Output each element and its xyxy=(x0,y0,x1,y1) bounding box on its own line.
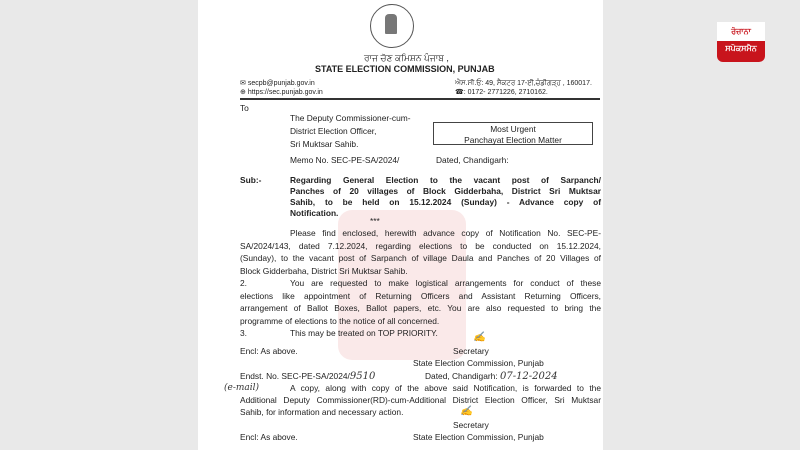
divider xyxy=(240,98,600,100)
para2-line: You are requested to make logistical arrangements for conduct of these xyxy=(290,278,601,288)
para2-number: 2. xyxy=(240,278,247,288)
emblem-icon xyxy=(370,4,414,48)
logo-line-2: ਸਪੋਕਸਮੈਨ xyxy=(725,44,757,53)
endst-handwritten: 9510 xyxy=(349,371,376,382)
addressee-line: The Deputy Commissioner-cum- xyxy=(290,113,411,123)
para1-line: Please find enclosed, herewith advance copy of Notification No. SEC-PE- xyxy=(290,228,601,238)
endst-no-text: Endst. No. SEC-PE-SA/2024/ xyxy=(240,371,350,381)
memo-no: Memo No. SEC-PE-SA/2024/ xyxy=(290,155,400,165)
endst-no xyxy=(240,371,375,382)
encl: Encl: As above. xyxy=(240,432,298,442)
email-icon: ✉ xyxy=(240,80,248,87)
addressee-line: Sri Muktsar Sahib. xyxy=(290,139,359,149)
copy-line: Sahib, for information and necessary action. xyxy=(240,407,404,417)
phone xyxy=(455,88,548,98)
memo-dated: Dated, Chandigarh: xyxy=(436,155,509,165)
email-text: secpb@punjab.gov.in xyxy=(247,80,315,87)
para1-line: SA/2024/143, dated 7.12.2024, regarding elections to be conducted on 15.12.2024, xyxy=(240,240,601,251)
signature: ✍ xyxy=(473,332,486,343)
separator: *** xyxy=(370,216,380,226)
secretary: Secretary xyxy=(453,346,489,356)
para3-number: 3. xyxy=(240,328,247,338)
endst-dated-text: Dated, Chandigarh: xyxy=(425,371,498,381)
urgent-line: Most Urgent xyxy=(490,124,536,134)
urgent-line: Panchayat Election Matter xyxy=(464,134,562,145)
commission: State Election Commission, Punjab xyxy=(413,358,544,368)
globe-icon: ⊕ xyxy=(240,89,248,96)
sub-label: Sub:- xyxy=(240,175,262,185)
endst-dated xyxy=(425,371,558,382)
para2-line: elections like appointment of Returning Officers and Assistant Returning Officers, xyxy=(240,290,601,301)
to-label: To xyxy=(240,103,249,113)
para2-line: arrangement of Ballot Boxes, Ballot papers, etc. You are also requested to bring the xyxy=(240,303,601,313)
urgent-box xyxy=(433,122,593,145)
para3-text: This may be treated on TOP PRIORITY. xyxy=(290,328,438,338)
title-punjabi: ਰਾਜ ਚੋਣ ਕਮਿਸ਼ਨ ਪੰਜਾਬ , xyxy=(364,53,449,63)
brand-logo xyxy=(717,22,765,62)
logo-line-1: ਰੋਜ਼ਾਨਾ xyxy=(717,22,765,41)
para1-line: Block Gidderbaha, District Sri Muktsar Sahib. xyxy=(240,265,408,276)
commission: State Election Commission, Punjab xyxy=(413,432,544,442)
website xyxy=(240,88,323,98)
para1-line: (Sunday), to the vacant post of Sarpanch of village Daula and Panches of 20 Villages of xyxy=(240,253,601,263)
signature: ✍ xyxy=(460,406,473,417)
subject-line: Panches of 20 villages of Block Gidderbaha, District Sri Muktsar xyxy=(290,186,601,196)
address: ਐਸ.ਸੀ.ਓ: 49, ਸੈਕਟਰ 17-ਈ,ਚੰਡੀਗੜ੍ਹ , 160017. xyxy=(455,80,592,87)
email-note: (e-mail) xyxy=(224,383,260,393)
para2-line: programme of elections to the notice of all concerned. xyxy=(240,315,440,326)
phone-text: 0172- 2771226, 2710162. xyxy=(467,89,548,96)
secretary: Secretary xyxy=(453,420,489,430)
website-text: https://sec.punjab.gov.in xyxy=(247,89,323,96)
document-page xyxy=(198,0,603,450)
subject-line: Sahib, to be held on 15.12.2024 (Sunday) - Advance copy of xyxy=(290,197,601,207)
copy-line: Additional Deputy Commissioner(RD)-cum-Additional District Election Officer, Sri Muktsar xyxy=(240,395,601,405)
encl: Encl: As above. xyxy=(240,346,298,356)
phone-icon: ☎: xyxy=(455,89,468,96)
subject-line: Regarding General Election to the vacant post of Sarpanch/ xyxy=(290,175,601,185)
addressee-line: District Election Officer, xyxy=(290,126,377,136)
letterhead-title: STATE ELECTION COMMISSION, PUNJAB xyxy=(315,64,495,74)
subject-line: Notification. xyxy=(290,208,339,218)
copy-line: A copy, along with copy of the above said Notification, is forwarded to the xyxy=(290,383,601,393)
endst-date-handwritten: 07-12-2024 xyxy=(499,371,558,382)
